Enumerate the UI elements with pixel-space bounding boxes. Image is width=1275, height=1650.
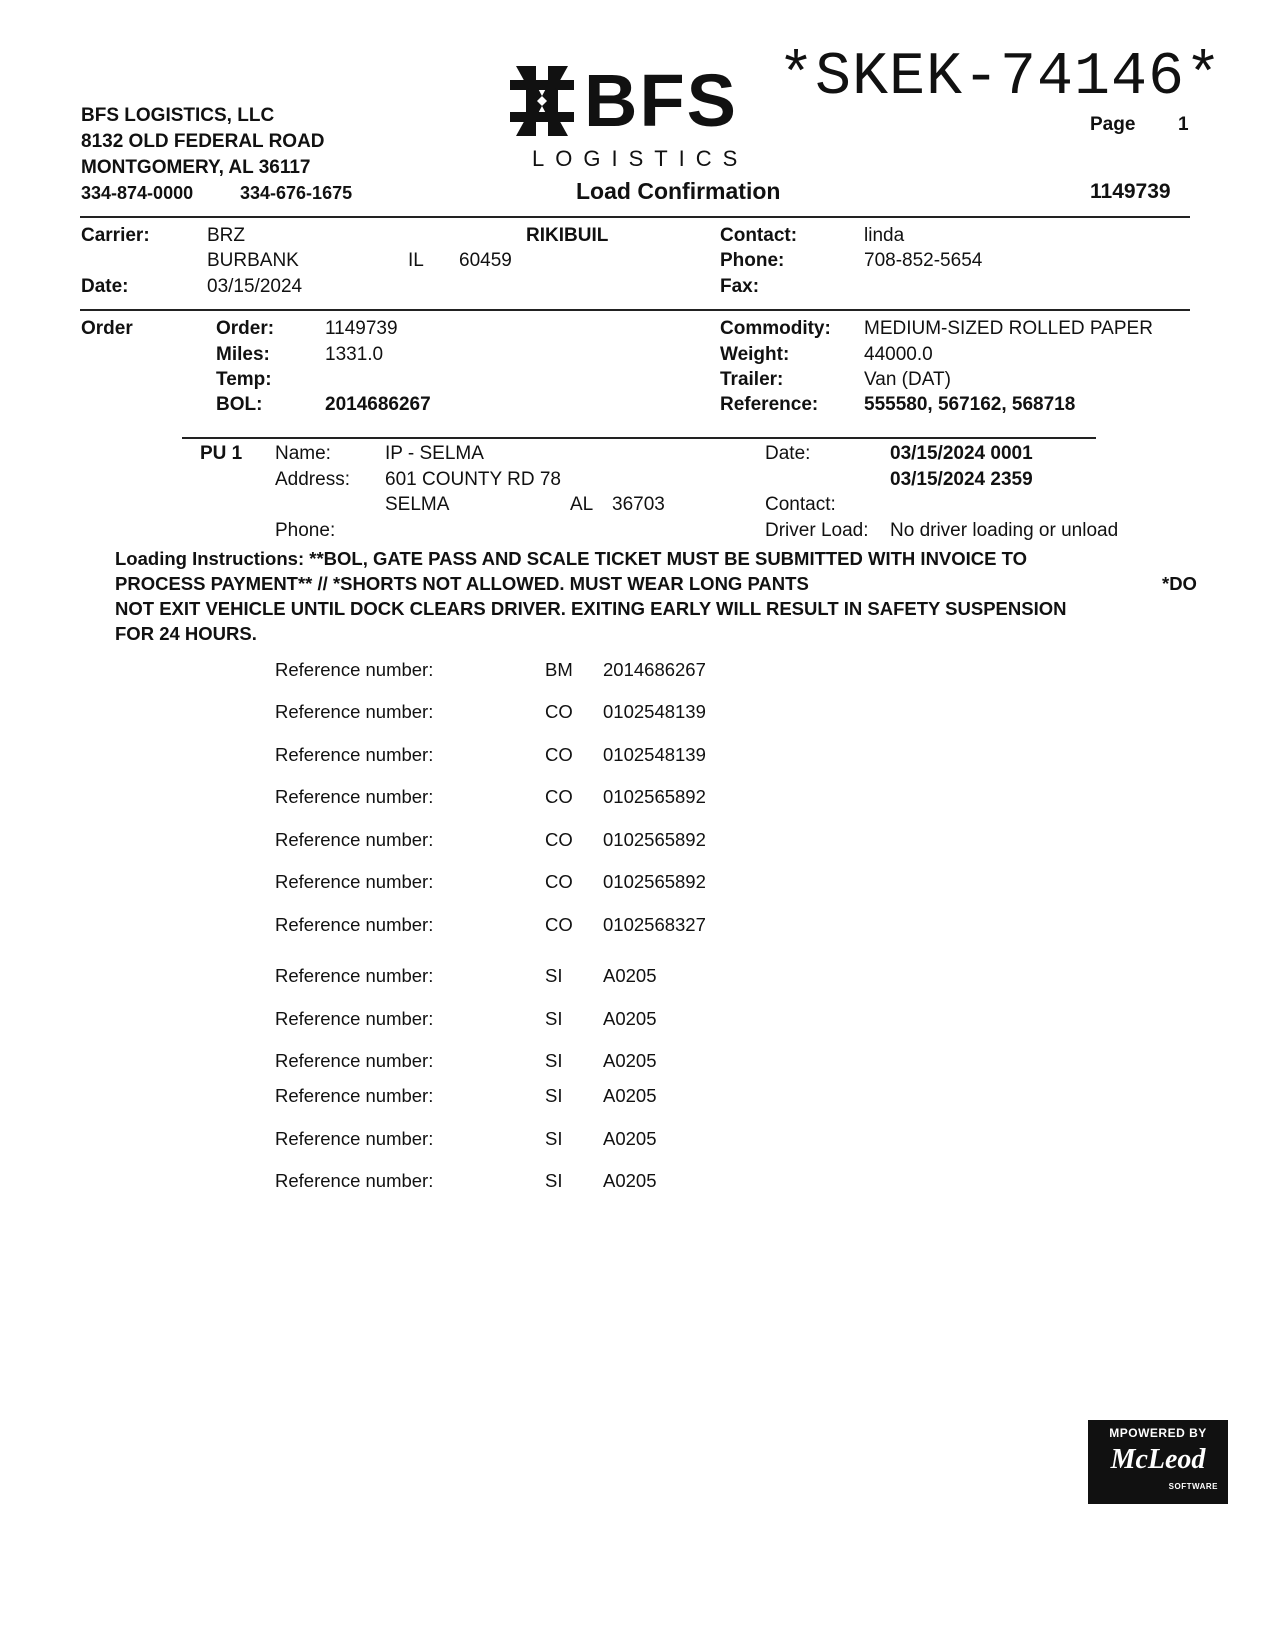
commodity-label: Commodity:: [720, 318, 831, 339]
reference-row-code: CO: [545, 701, 573, 722]
reference-row-value: 2014686267: [603, 659, 706, 680]
company-phone-2: 334-676-1675: [240, 183, 353, 203]
carrier-zip: 60459: [459, 250, 512, 271]
miles-value: 1331.0: [325, 344, 384, 365]
reference-row-code: SI: [545, 1050, 563, 1071]
loading-instructions-line-4: FOR 24 HOURS.: [115, 623, 257, 644]
pickup-address-label: Address:: [275, 469, 350, 490]
barcode-text: *SKEK-74146*: [778, 44, 1223, 112]
reference-row-label: Reference number:: [275, 1085, 434, 1106]
company-street: 8132 OLD FEDERAL ROAD: [81, 131, 325, 152]
bol-value: 2014686267: [325, 394, 431, 415]
reference-row-value: 0102548139: [603, 701, 706, 722]
page-title: Load Confirmation: [576, 178, 781, 204]
reference-row-value: 0102548139: [603, 744, 706, 765]
reference-label: Reference:: [720, 394, 819, 415]
header-divider: [80, 216, 1190, 218]
badge-sub-text: SOFTWARE: [1168, 1482, 1218, 1491]
reference-row-value: 0102565892: [603, 786, 706, 807]
reference-row-label: Reference number:: [275, 871, 434, 892]
reference-row-code: CO: [545, 829, 573, 850]
reference-row-value: 0102565892: [603, 829, 706, 850]
company-name: BFS LOGISTICS, LLC: [81, 105, 275, 126]
reference-row-label: Reference number:: [275, 914, 434, 935]
bfs-emblem-icon: [510, 66, 574, 136]
badge-brand: McLeod: [1110, 1444, 1206, 1475]
reference-row-label: Reference number:: [275, 701, 434, 722]
company-city: MONTGOMERY, AL 36117: [81, 157, 311, 178]
reference-row-label: Reference number:: [275, 829, 434, 850]
pickup-date-label: Date:: [765, 443, 811, 464]
carrier-phone: 708-852-5654: [864, 250, 983, 271]
carrier-state: IL: [408, 250, 424, 271]
order-section-label: Order: [81, 318, 133, 339]
pickup-name-label: Name:: [275, 443, 331, 464]
page-number: 1: [1178, 114, 1189, 135]
reference-row-code: SI: [545, 1008, 563, 1029]
weight-label: Weight:: [720, 344, 790, 365]
driver-load-value: No driver loading or unload: [890, 520, 1119, 541]
reference-row-label: Reference number:: [275, 1050, 434, 1071]
reference-row-code: SI: [545, 965, 563, 986]
pickup-stop-label: PU 1: [200, 443, 243, 464]
loading-instructions-line-2: PROCESS PAYMENT** // *SHORTS NOT ALLOWED. MUST WEAR LONG PANTS: [115, 573, 809, 594]
pickup-name: IP - SELMA: [385, 443, 484, 464]
reference-row-value: 0102565892: [603, 871, 706, 892]
reference-row-label: Reference number:: [275, 1128, 434, 1149]
reference-row-label: Reference number:: [275, 1170, 434, 1191]
order-number: 1149739: [325, 318, 398, 339]
pickup-address: 601 COUNTY RD 78: [385, 469, 561, 490]
mcleod-logo-badge: [1088, 1420, 1228, 1504]
pickup-state: AL: [570, 494, 594, 515]
loading-instructions-line-2-tail: *DO: [1162, 573, 1197, 594]
reference-row-value: 0102568327: [603, 914, 706, 935]
reference-row-code: SI: [545, 1085, 563, 1106]
pickup-city: SELMA: [385, 494, 450, 515]
pickup-date-start: 03/15/2024 0001: [890, 443, 1033, 464]
pickup-divider: [182, 437, 1096, 439]
reference-row-label: Reference number:: [275, 1008, 434, 1029]
reference-row-label: Reference number:: [275, 965, 434, 986]
commodity-value: MEDIUM-SIZED ROLLED PAPER: [864, 318, 1153, 339]
reference-row-value: A0205: [603, 1008, 657, 1029]
carrier-fax-label: Fax:: [720, 276, 760, 297]
weight-value: 44000.0: [864, 344, 933, 365]
driver-load-label: Driver Load:: [765, 520, 869, 541]
carrier-label: Carrier:: [81, 225, 150, 246]
reference-row-code: SI: [545, 1128, 563, 1149]
pickup-date-end: 03/15/2024 2359: [890, 469, 1033, 490]
carrier-date: 03/15/2024: [207, 276, 303, 297]
miles-label: Miles:: [216, 344, 270, 365]
pickup-phone-label: Phone:: [275, 520, 336, 541]
doc-number: 1149739: [1090, 180, 1171, 203]
loading-instructions-line-1: Loading Instructions: **BOL, GATE PASS AND SCALE TICKET MUST BE SUBMITTED WITH INVOICE TO: [115, 548, 1027, 569]
carrier-contact: linda: [864, 225, 905, 246]
reference-row-value: A0205: [603, 1170, 657, 1191]
reference-row-value: A0205: [603, 1128, 657, 1149]
logo-word: BFS: [584, 59, 738, 142]
loading-instructions-line-3: NOT EXIT VEHICLE UNTIL DOCK CLEARS DRIVER. EXITING EARLY WILL RESULT IN SAFETY SUSPENSION: [115, 598, 1067, 619]
reference-row-code: CO: [545, 871, 573, 892]
page-label: Page: [1090, 114, 1136, 135]
order-number-label: Order:: [216, 318, 275, 339]
reference-row-value: A0205: [603, 965, 657, 986]
reference-row-label: Reference number:: [275, 659, 434, 680]
reference-row-value: A0205: [603, 1050, 657, 1071]
trailer-value: Van (DAT): [864, 369, 951, 390]
reference-row-label: Reference number:: [275, 786, 434, 807]
carrier-city: BURBANK: [207, 250, 299, 271]
reference-row-value: A0205: [603, 1085, 657, 1106]
reference-row-code: CO: [545, 786, 573, 807]
reference-row-code: CO: [545, 744, 573, 765]
reference-row-code: SI: [545, 1170, 563, 1191]
bol-label: BOL:: [216, 394, 263, 415]
pickup-contact-label: Contact:: [765, 494, 836, 515]
carrier-contact-label: Contact:: [720, 225, 798, 246]
badge-top-text: MPOWERED BY: [1109, 1426, 1207, 1440]
carrier-code: BRZ: [207, 225, 245, 246]
reference-value: 555580, 567162, 568718: [864, 394, 1076, 415]
carrier-divider: [80, 309, 1190, 311]
reference-row-code: BM: [545, 659, 573, 680]
logo-subtitle: LOGISTICS: [532, 146, 749, 171]
reference-row-label: Reference number:: [275, 744, 434, 765]
pickup-zip: 36703: [612, 494, 665, 515]
carrier-id: RIKIBUIL: [526, 225, 609, 246]
bfs-logo: [510, 59, 749, 172]
carrier-date-label: Date:: [81, 276, 129, 297]
trailer-label: Trailer:: [720, 369, 784, 390]
company-phone-1: 334-874-0000: [81, 183, 194, 203]
temp-label: Temp:: [216, 369, 272, 390]
reference-row-code: CO: [545, 914, 573, 935]
carrier-phone-label: Phone:: [720, 250, 785, 271]
